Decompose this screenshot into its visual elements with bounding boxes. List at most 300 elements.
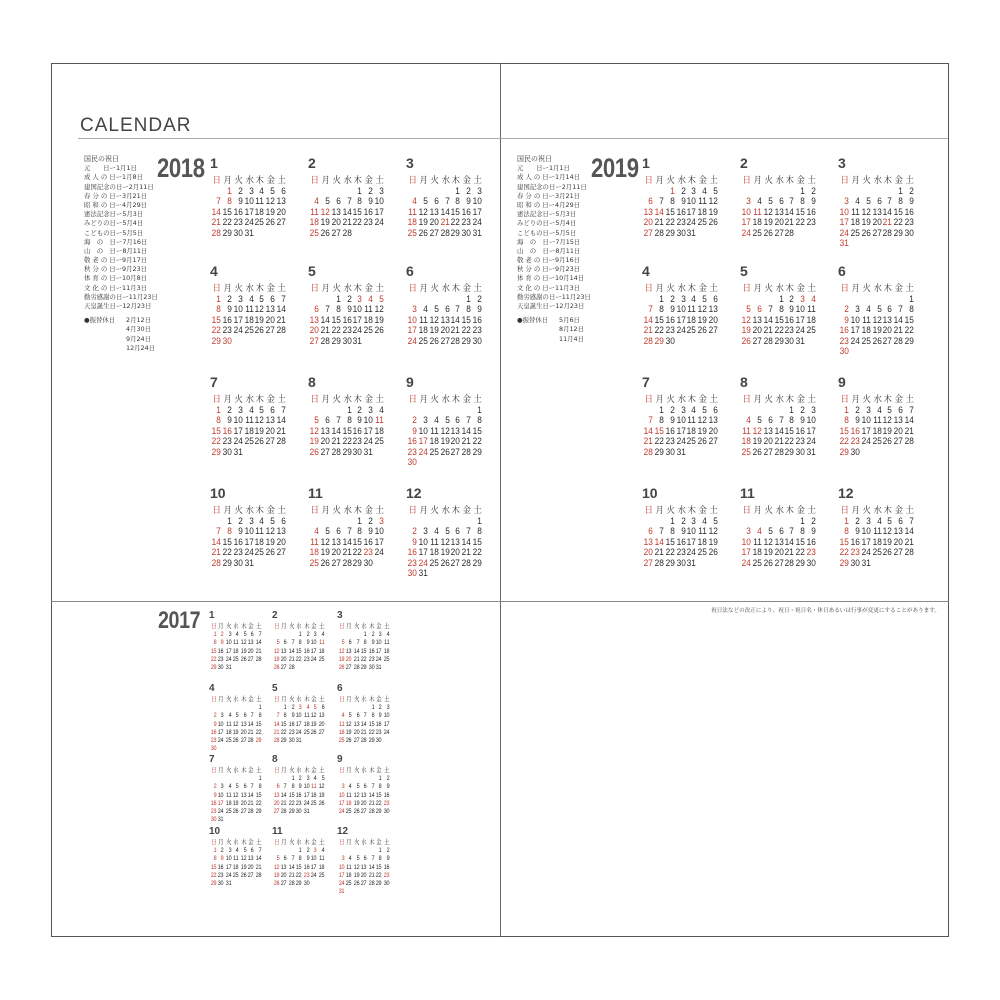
day-cell: 20 (883, 325, 893, 335)
weekday-header: 金 (796, 175, 806, 185)
day-cell: 16 (665, 314, 675, 325)
day-cell: 10 (353, 304, 363, 314)
weekday-header: 金 (311, 839, 317, 846)
month-block (740, 263, 816, 346)
day-cell: 15 (795, 536, 806, 547)
day-cell: 19 (265, 206, 276, 217)
day-cell: 14 (342, 536, 352, 547)
day-cell: 27 (774, 557, 784, 568)
day-cell: 21 (360, 728, 367, 736)
weekday-header: 火 (430, 283, 439, 293)
empty-cell (451, 516, 461, 527)
weekday-header: 水 (343, 505, 352, 515)
day-cell: 28 (368, 879, 375, 887)
weekday-header: 土 (383, 839, 389, 846)
day-cell: 1 (216, 404, 221, 415)
day-cell: 27 (643, 227, 653, 238)
weekday-header: 水 (361, 839, 367, 846)
day-cell: 31 (375, 663, 382, 671)
month-number: 6 (838, 263, 846, 279)
empty-cell (338, 704, 344, 712)
substitute-holiday: ●振替休日 5月6日 (517, 316, 580, 325)
month-block (210, 485, 286, 568)
day-cell: 20 (708, 314, 718, 325)
day-cell: 26 (320, 557, 330, 568)
holiday-entry: 海 の 日ー7月15日 (517, 237, 581, 246)
day-cell: 19 (232, 728, 239, 736)
day-cell: 29 (472, 446, 482, 457)
day-cell: 11 (687, 415, 697, 425)
weekday-header: 金 (698, 394, 708, 404)
day-cell: 22 (795, 547, 806, 557)
day-cell: 5 (713, 185, 718, 196)
day-cell: 12 (320, 536, 330, 547)
month-number: 2 (308, 155, 316, 171)
day-cell: 13 (318, 712, 324, 720)
day-cell: 1 (778, 293, 784, 304)
day-cell: 12 (273, 863, 280, 871)
weekday-header: 木 (303, 839, 310, 846)
day-cell: 9 (237, 526, 243, 536)
day-cell: 27 (346, 663, 352, 671)
day-cell: 9 (227, 304, 232, 314)
year-label-2017: 2017 (158, 607, 201, 634)
day-cell: 15 (461, 314, 472, 325)
weekday-header: 金 (796, 283, 806, 293)
weekday-header: 日 (310, 283, 319, 293)
day-cell: 3 (386, 704, 389, 712)
day-cell: 21 (893, 325, 904, 335)
day-cell: 22 (342, 436, 352, 446)
day-cell: 2 (291, 704, 295, 712)
day-cell: 3 (220, 712, 224, 720)
day-cell: 30 (785, 335, 795, 346)
day-cell: 12 (309, 425, 319, 436)
day-cell: 23 (375, 728, 382, 736)
empty-cell (440, 294, 450, 305)
day-cell: 17 (363, 425, 374, 436)
day-cell: 8 (477, 526, 482, 536)
day-cell: 28 (276, 325, 286, 335)
day-cell: 9 (220, 639, 224, 647)
day-cell: 2 (855, 404, 860, 415)
weekday-header: 月 (851, 505, 860, 515)
day-cell: 7 (346, 196, 352, 206)
day-cell: 7 (281, 404, 286, 415)
day-cell: 19 (697, 314, 708, 325)
day-cell: 30 (210, 745, 217, 753)
day-cell: 8 (800, 526, 806, 536)
weekday-header: 金 (248, 767, 254, 774)
day-cell: 25 (418, 335, 428, 346)
day-cell: 16 (839, 325, 849, 335)
day-cell: 27 (247, 655, 254, 663)
day-cell: 18 (418, 325, 428, 335)
day-cell: 8 (363, 639, 367, 647)
day-cell: 10 (218, 791, 224, 799)
day-cell: 4 (348, 855, 352, 863)
day-cell: 3 (228, 847, 232, 855)
day-cell: 13 (265, 304, 276, 314)
day-cell: 9 (368, 196, 374, 206)
day-cell: 10 (741, 206, 751, 217)
day-cell: 31 (225, 663, 232, 671)
day-cell: 20 (893, 536, 904, 547)
day-cell: 13 (346, 647, 352, 655)
day-cell: 19 (429, 325, 439, 335)
day-cell: 9 (669, 415, 675, 425)
day-cell: 3 (298, 704, 302, 712)
day-cell: 12 (255, 415, 265, 425)
day-cell: 26 (318, 799, 324, 807)
day-cell: 28 (461, 446, 472, 457)
weekday-header: 木 (354, 505, 363, 515)
day-cell: 8 (298, 639, 302, 647)
day-cell: 10 (244, 196, 254, 206)
day-cell: 2 (378, 704, 382, 712)
weekday-header: 月 (223, 283, 232, 293)
day-cell: 4 (876, 404, 882, 415)
weekday-header: 金 (462, 505, 472, 515)
weekday-header: 土 (473, 175, 482, 185)
weekday-header: 水 (775, 505, 784, 515)
day-cell: 22 (795, 217, 806, 227)
day-cell: 20 (763, 436, 773, 446)
empty-cell (353, 631, 359, 639)
day-cell: 26 (872, 335, 882, 346)
day-cell: 16 (472, 314, 482, 325)
holiday-entry: 文 化 の 日ー11月3日 (84, 283, 148, 292)
weekday-header: 火 (234, 394, 243, 404)
day-cell: 4 (757, 526, 762, 536)
day-cell: 22 (472, 436, 482, 446)
day-cell: 6 (455, 415, 461, 425)
day-cell: 22 (353, 547, 363, 557)
day-cell: 28 (255, 871, 261, 879)
month-grid (337, 839, 389, 896)
empty-cell (309, 294, 319, 305)
empty-cell (346, 775, 352, 783)
day-cell: 6 (898, 515, 904, 526)
weekday-header: 木 (240, 839, 247, 846)
weekday-header: 木 (688, 394, 697, 404)
day-cell: 29 (210, 663, 217, 671)
day-cell: 16 (407, 547, 417, 557)
day-cell: 18 (383, 647, 389, 655)
day-cell: 15 (255, 720, 261, 728)
weekday-header: 土 (807, 505, 816, 515)
day-cell: 30 (665, 446, 675, 457)
day-cell: 26 (429, 335, 439, 346)
day-cell: 28 (247, 736, 254, 744)
weekday-header: 日 (408, 394, 417, 404)
day-cell: 7 (648, 415, 653, 425)
day-cell: 12 (240, 855, 247, 863)
month-grid (337, 767, 389, 816)
weekday-header: 木 (256, 175, 265, 185)
day-cell: 19 (374, 314, 384, 325)
empty-cell (839, 294, 849, 305)
day-cell: 14 (461, 536, 472, 547)
holiday-list-2019 (517, 155, 591, 344)
day-cell: 25 (318, 655, 324, 663)
day-cell: 13 (883, 314, 893, 325)
day-cell: 21 (320, 325, 330, 335)
weekday-header: 土 (255, 839, 261, 846)
day-cell: 4 (865, 304, 871, 314)
weekday-header: 火 (862, 505, 871, 515)
day-cell: 10 (839, 206, 849, 217)
empty-cell (461, 405, 471, 416)
day-cell: 21 (904, 425, 914, 436)
day-cell: 3 (865, 515, 871, 526)
day-cell: 27 (429, 227, 439, 238)
day-cell: 14 (451, 314, 461, 325)
day-cell: 22 (295, 655, 302, 663)
weekday-header: 土 (383, 767, 389, 774)
day-cell: 22 (654, 436, 664, 446)
day-cell: 16 (461, 206, 472, 217)
day-cell: 19 (440, 436, 450, 446)
day-cell: 20 (360, 799, 367, 807)
day-cell: 27 (276, 547, 286, 557)
weekday-header: 金 (364, 283, 374, 293)
day-cell: 13 (708, 415, 718, 425)
weekday-header: 水 (441, 394, 450, 404)
day-cell: 14 (785, 536, 795, 547)
day-cell: 4 (702, 185, 708, 196)
day-cell: 25 (697, 547, 708, 557)
day-cell: 28 (276, 436, 286, 446)
day-cell: 6 (713, 293, 718, 304)
weekday-header: 土 (318, 767, 324, 774)
day-cell: 28 (643, 335, 653, 346)
day-cell: 29 (654, 335, 664, 346)
day-cell: 19 (708, 206, 718, 217)
day-cell: 21 (785, 547, 795, 557)
day-cell: 23 (407, 446, 417, 457)
day-cell: 22 (210, 871, 217, 879)
month-block (838, 485, 914, 568)
day-cell: 1 (378, 847, 382, 855)
holiday-entry: 山 の 日ー8月11日 (517, 246, 581, 255)
weekday-header: 金 (311, 623, 317, 630)
day-cell: 18 (752, 217, 762, 227)
day-cell: 10 (244, 526, 254, 536)
day-cell: 17 (225, 647, 232, 655)
day-cell: 10 (375, 639, 382, 647)
day-cell: 4 (855, 196, 860, 206)
month-number: 5 (740, 263, 748, 279)
weekday-header: 金 (248, 623, 254, 630)
day-cell: 30 (665, 335, 675, 346)
day-cell: 15 (654, 425, 664, 436)
day-cell: 16 (353, 425, 363, 436)
day-cell: 5 (356, 783, 360, 791)
day-cell: 13 (281, 863, 287, 871)
day-cell: 22 (353, 217, 363, 227)
holiday-entry: 秋 分 の 日ー9月23日 (517, 265, 581, 274)
day-cell: 28 (904, 547, 914, 557)
empty-cell (281, 631, 287, 639)
month-grid (337, 623, 389, 672)
day-cell: 9 (220, 855, 224, 863)
holiday-entry: 昭 和 の 日ー4月29日 (517, 200, 581, 209)
month-number: 7 (210, 374, 218, 390)
day-cell: 19 (265, 536, 276, 547)
day-cell: 11 (408, 206, 417, 217)
day-cell: 3 (306, 775, 310, 783)
weekday-header: 火 (430, 505, 439, 515)
day-cell: 14 (353, 647, 360, 655)
day-cell: 1 (669, 515, 675, 526)
day-cell: 19 (763, 217, 773, 227)
day-cell: 29 (255, 736, 261, 744)
day-cell: 14 (211, 536, 221, 547)
day-cell: 3 (379, 185, 384, 196)
weekday-header: 土 (318, 696, 324, 703)
day-cell: 5 (444, 526, 450, 536)
weekday-header: 日 (274, 839, 280, 846)
day-cell: 7 (250, 712, 254, 720)
empty-cell (643, 294, 653, 305)
day-cell: 23 (806, 217, 816, 227)
weekday-header: 火 (764, 175, 773, 185)
day-cell: 14 (276, 304, 286, 314)
day-cell: 29 (461, 335, 472, 346)
empty-cell (643, 186, 653, 197)
day-cell: 29 (375, 879, 382, 887)
day-cell: 29 (795, 557, 806, 568)
day-cell: 4 (228, 783, 232, 791)
day-cell: 19 (273, 871, 280, 879)
weekday-header: 水 (245, 283, 254, 293)
day-cell: 11 (687, 304, 697, 314)
day-cell: 3 (691, 185, 697, 196)
day-cell: 25 (318, 871, 324, 879)
day-cell: 2 (357, 404, 363, 415)
day-cell: 28 (893, 335, 904, 346)
weekday-header: 月 (655, 283, 664, 293)
day-cell: 10 (741, 536, 751, 547)
weekday-header: 木 (688, 505, 697, 515)
day-cell: 20 (320, 436, 330, 446)
holiday-entry: 天皇誕生日ー12月23日 (517, 302, 585, 310)
day-cell: 31 (676, 446, 686, 457)
day-cell: 24 (310, 655, 317, 663)
day-cell: 31 (244, 227, 254, 238)
day-cell: 10 (233, 304, 243, 314)
day-cell: 17 (795, 314, 806, 325)
day-cell: 26 (232, 736, 239, 744)
day-cell: 12 (353, 791, 360, 799)
holiday-entry: 山 の 日ー8月11日 (84, 246, 148, 255)
month-grid (210, 505, 286, 568)
day-cell: 2 (909, 185, 914, 196)
day-cell: 17 (218, 799, 224, 807)
day-cell: 29 (375, 807, 382, 815)
empty-cell (440, 516, 450, 527)
day-cell: 7 (335, 415, 341, 425)
day-cell: 14 (774, 425, 784, 436)
day-cell: 25 (407, 227, 417, 238)
empty-cell (360, 704, 366, 712)
weekday-header: 土 (709, 505, 718, 515)
day-cell: 8 (216, 415, 221, 425)
weekday-header: 月 (346, 767, 352, 774)
day-cell: 12 (320, 206, 330, 217)
day-cell: 7 (281, 293, 286, 304)
day-cell: 13 (440, 314, 450, 325)
day-cell: 26 (708, 547, 718, 557)
day-cell: 14 (893, 314, 904, 325)
day-cell: 7 (371, 783, 375, 791)
empty-cell (273, 847, 279, 855)
day-cell: 2 (213, 783, 217, 791)
day-cell: 4 (746, 415, 751, 425)
weekday-header: 日 (742, 175, 751, 185)
weekday-header: 水 (296, 623, 302, 630)
weekday-header: 火 (289, 696, 295, 703)
day-cell: 29 (360, 663, 367, 671)
day-cell: 25 (741, 446, 751, 457)
page-spine (500, 63, 501, 937)
day-cell: 25 (346, 879, 352, 887)
day-cell: 27 (360, 879, 367, 887)
day-cell: 8 (213, 639, 217, 647)
holiday-list-title: 国民の祝日 (517, 155, 552, 163)
day-cell: 13 (240, 791, 247, 799)
day-cell: 27 (320, 446, 330, 457)
day-cell: 2 (386, 847, 389, 855)
weekday-header: 月 (655, 505, 664, 515)
day-cell: 4 (386, 631, 389, 639)
day-cell: 12 (883, 526, 893, 536)
day-cell: 19 (861, 217, 871, 227)
day-cell: 29 (654, 446, 664, 457)
day-cell: 28 (763, 335, 773, 346)
weekday-header: 水 (873, 283, 882, 293)
day-cell: 1 (216, 293, 221, 304)
day-cell: 5 (702, 293, 708, 304)
day-cell: 11 (318, 855, 324, 863)
day-cell: 29 (288, 807, 295, 815)
weekday-header: 火 (666, 394, 675, 404)
day-cell: 6 (757, 304, 762, 314)
day-cell: 23 (303, 655, 310, 663)
day-cell: 9 (306, 855, 310, 863)
month-number: 8 (272, 754, 278, 765)
weekday-header: 金 (462, 175, 472, 185)
day-cell: 26 (697, 325, 708, 335)
empty-cell (872, 186, 882, 197)
month-block (406, 155, 482, 238)
day-cell: 5 (243, 847, 247, 855)
month-number: 12 (337, 826, 349, 837)
day-cell: 14 (247, 720, 254, 728)
day-cell: 28 (360, 736, 367, 744)
day-cell: 5 (713, 515, 718, 526)
weekday-header: 木 (303, 623, 310, 630)
weekday-header: 日 (339, 767, 345, 774)
empty-cell (741, 186, 751, 197)
day-cell: 23 (295, 799, 302, 807)
weekday-header: 日 (742, 283, 751, 293)
day-cell: 8 (371, 712, 375, 720)
day-cell: 3 (680, 404, 686, 415)
day-cell: 22 (375, 799, 382, 807)
day-cell: 30 (795, 446, 806, 457)
